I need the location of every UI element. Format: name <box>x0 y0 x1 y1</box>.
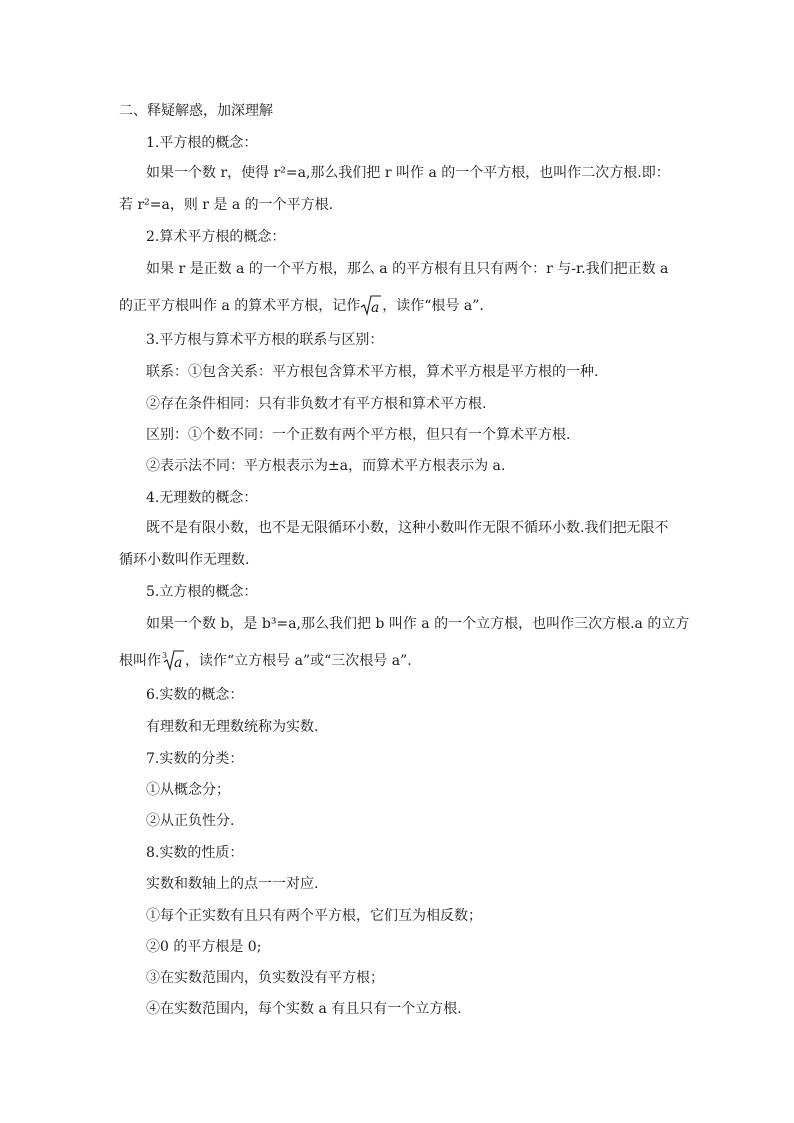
paragraph-line: 区别：①个数不同：一个正数有两个平方根，但只有一个算术平方根. <box>146 427 571 443</box>
cbrt-index: 3 <box>162 651 168 660</box>
paragraph-line: ②表示法不同：平方根表示为±a，而算术平方根表示为 a. <box>146 458 506 474</box>
sqrt-line-after: ，读作“根号 a”. <box>382 298 484 314</box>
paragraph-line: 联系：①包含关系：平方根包含算术平方根，算术平方根是平方根的一种. <box>146 364 599 380</box>
cbrt-radicand: a <box>174 655 183 671</box>
paragraph-line: ①从概念分； <box>146 782 230 798</box>
heading-2: 2.算术平方根的概念： <box>146 229 286 245</box>
heading-7: 7.实数的分类： <box>146 751 244 767</box>
paragraph-line: 既不是有限小数，也不是无限循环小数，这种小数叫作无限不循环小数.我们把无限不 <box>146 520 669 536</box>
paragraph-line: ②0 的平方根是 0; <box>146 939 262 955</box>
heading-1: 1.平方根的概念： <box>146 135 258 151</box>
section-title: 二、释疑解惑，加深理解 <box>119 103 273 119</box>
heading-8: 8.实数的性质： <box>146 845 244 861</box>
paragraph-line: 若 r²=a，则 r 是 a 的一个平方根. <box>119 197 334 213</box>
paragraph-line: 如果一个数 r，使得 r²=a,那么我们把 r 叫作 a 的一个平方根，也叫作二次方根.即： <box>146 165 670 181</box>
radical-sign-icon <box>360 294 382 316</box>
paragraph-line: ③在实数范围内，负实数没有平方根； <box>146 970 384 986</box>
paragraph-line-with-cbrt <box>119 649 412 671</box>
paragraph-line-with-sqrt <box>119 294 484 316</box>
paragraph-line: ②存在条件相同：只有非负数才有平方根和算术平方根. <box>146 396 487 412</box>
heading-3: 3.平方根与算术平方根的联系与区别： <box>146 332 384 348</box>
cube-root-sign-icon <box>161 649 185 671</box>
paragraph-line: 循环小数叫作无理数. <box>119 552 250 568</box>
paragraph-line: 实数和数轴上的点一一对应. <box>146 876 319 892</box>
cbrt-line-before: 根叫作 <box>119 653 161 669</box>
paragraph-line: ②从正负性分. <box>146 813 235 829</box>
paragraph-line: 如果一个数 b，是 b³=a,那么我们把 b 叫作 a 的一个立方根，也叫作三次方根.a 的立方 <box>146 616 690 632</box>
paragraph-line: 如果 r 是正数 a 的一个平方根，那么 a 的平方根有且只有两个：r 与-r.我们把正数 a <box>146 261 669 277</box>
heading-4: 4.无理数的概念： <box>146 490 258 506</box>
heading-5: 5.立方根的概念： <box>146 584 258 600</box>
sqrt-radicand: a <box>371 300 380 316</box>
cbrt-line-after: ，读作“立方根号 a”或“三次根号 a”. <box>185 653 412 669</box>
paragraph-line: ①每个正实数有且只有两个平方根，它们互为相反数； <box>146 908 482 924</box>
cube-root-expression <box>161 649 185 669</box>
paragraph-line: 有理数和无理数统称为实数. <box>146 719 319 735</box>
heading-6: 6.实数的概念： <box>146 687 244 703</box>
paragraph-line: ④在实数范围内，每个实数 a 有且只有一个立方根. <box>146 1001 462 1017</box>
square-root-expression <box>360 294 382 314</box>
sqrt-line-before: 的正平方根叫作 a 的算术平方根，记作 <box>119 298 361 314</box>
